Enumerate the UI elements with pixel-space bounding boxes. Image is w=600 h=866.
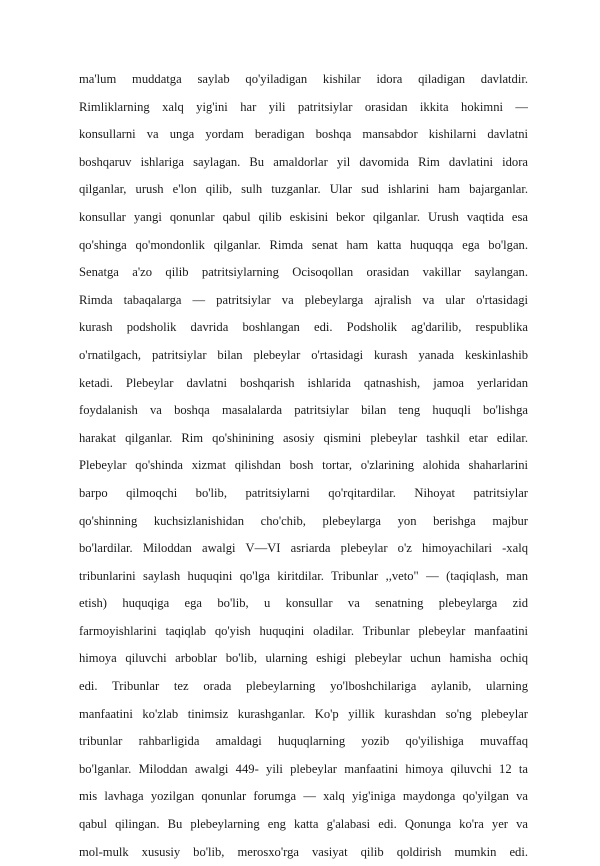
text-line: ma'lum muddatga saylab qo'yiladigan kishilar idora qiladigan davlatdir. bbox=[79, 72, 528, 86]
text-line: barpo qilmoqchi bo'lib, patritsiylarni qo'rqitardilar. Nihoyat patritsiylar bbox=[79, 485, 528, 500]
text-line: edi. Tribunlar tez orada plebeylarning yo'lboshchilariga aylanib, ularning bbox=[79, 679, 528, 694]
text-line: kurash podsholik davrida boshlangan edi. Podsholik ag'darilib, respublika bbox=[79, 320, 528, 335]
text-line: harakat qilganlar. Rim qo'shinining asosiy qismini plebeylar tashkil etar edilar. bbox=[79, 430, 528, 445]
text-line: o'rnatilgach, patritsiylar bilan plebeylar o'rtasidagi kurash yanada keskinlashib bbox=[79, 347, 528, 362]
text-line: Rimda tabaqalarga — patritsiylar va plebeylarga ajralish va ular o'rtasidagi bbox=[79, 292, 528, 307]
text-line: qo'shinga qo'mondonlik qilganlar. Rimda senat ham katta huquqqa ega bo'lgan. bbox=[79, 237, 528, 252]
text-line: manfaatini ko'zlab tinimsiz kurashganlar. Ko'p yillik kurashdan so'ng plebeylar bbox=[79, 706, 528, 721]
text-line: etish) huquqiga ega bo'lib, u konsullar va senatning plebeylarga zid bbox=[79, 596, 528, 611]
text-line: bo'lganlar. Miloddan awalgi 449- yili plebeylar manfaatini himoya qiluvchi 12 ta bbox=[79, 761, 528, 776]
text-line: konsullarni va unga yordam beradigan boshqa mansabdor kishilarni davlatni bbox=[79, 127, 528, 142]
text-line: qo'shinning kuchsizlanishidan cho'chib, plebeylarga yon berishga majbur bbox=[79, 513, 528, 528]
text-line: konsullar yangi qonunlar qabul qilib eskisini bekor qilganlar. Urush vaqtida esa bbox=[79, 209, 528, 224]
text-line: Senatga a'zo qilib patritsiylarning Ocisoqollan orasidan vakillar saylangan. bbox=[79, 265, 528, 280]
body-text bbox=[79, 66, 528, 866]
text-line: mis lavhaga yozilgan qonunlar forumga — xalq yig'iniga maydonga qo'yilgan va bbox=[79, 789, 528, 804]
text-line: ketadi. Plebeylar davlatni boshqarish ishlarida qatnashish, jamoa yerlaridan bbox=[79, 375, 528, 390]
text-line: foydalanish va boshqa masalalarda patritsiylar bilan teng huquqli bo'lishga bbox=[79, 403, 528, 418]
text-line: tribunlarini saylash huquqini qo'lga kiritdilar. Tribunlar ,,veto" — (taqiqlash, man bbox=[79, 568, 528, 583]
text-line: Rimliklarning xalq yig'ini har yili patritsiylar orasidan ikkita hokimni — bbox=[79, 99, 528, 114]
text-line: Plebeylar qo'shinda xizmat qilishdan bosh tortar, o'zlarining alohida shaharlarini bbox=[79, 458, 528, 473]
text-line: farmoyishlarini taqiqlab qo'yish huquqini oladilar. Tribunlar plebeylar manfaatini bbox=[79, 623, 528, 638]
text-line: bo'lardilar. Miloddan awalgi V—VI asriarda plebeylar o'z himoyachilari -xalq bbox=[79, 541, 528, 556]
text-line: mol-mulk xususiy bo'lib, merosxo'rga vasiyat qilib qoldirish mumkin edi. bbox=[79, 844, 528, 859]
text-line: himoya qiluvchi arboblar bo'lib, ularning eshigi plebeylar uchun hamisha ochiq bbox=[79, 651, 528, 666]
text-line: tribunlar rahbarligida amaldagi huquqlarning yozib qo'yilishiga muvaffaq bbox=[79, 734, 528, 749]
text-line: qabul qilingan. Bu plebeylarning eng katta g'alabasi edi. Qonunga ko'ra yer va bbox=[79, 817, 528, 832]
text-line: boshqaruv ishlariga saylagan. Bu amaldorlar yil davomida Rim davlatini idora bbox=[79, 154, 528, 169]
text-line: qilganlar, urush e'lon qilib, sulh tuzganlar. Ular sud ishlarini ham bajarganlar. bbox=[79, 182, 528, 197]
